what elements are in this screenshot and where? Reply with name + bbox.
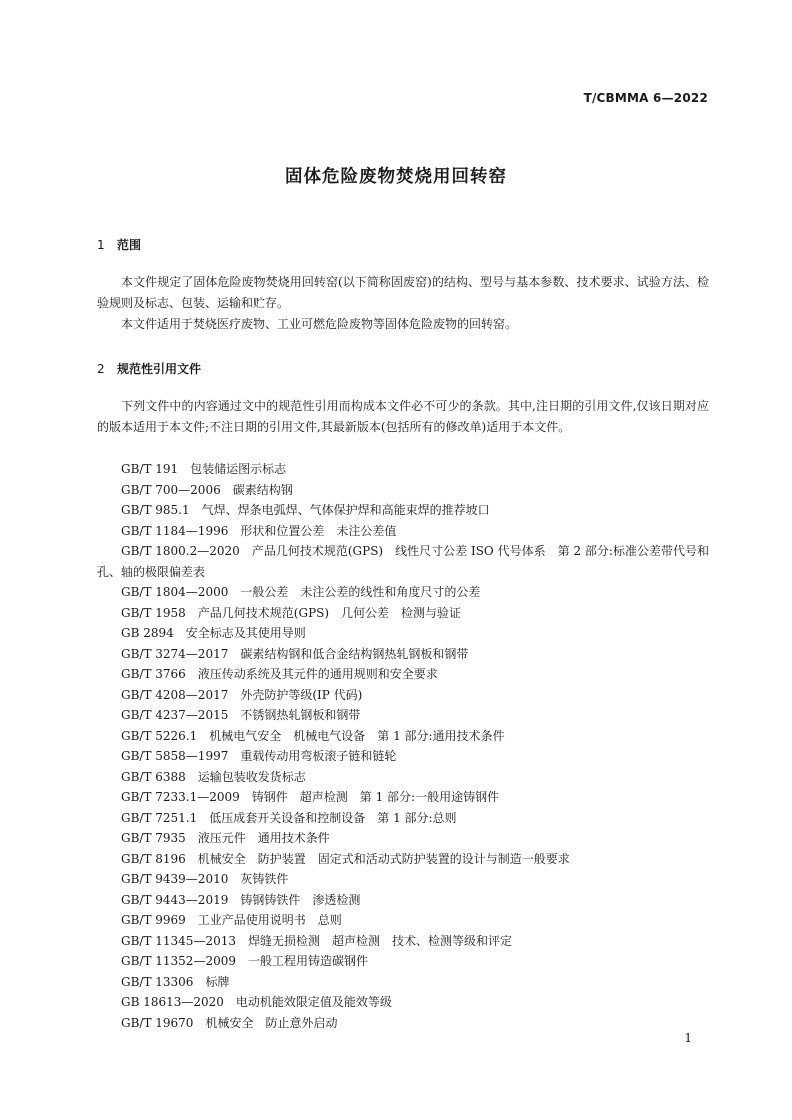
reference-item: GB/T 700—2006 碳素结构钢 — [121, 482, 293, 497]
reference-item: GB/T 13306 标牌 — [121, 974, 230, 989]
reference-item: GB/T 985.1 气焊、焊条电弧焊、气体保护焊和高能束焊的推荐坡口 — [121, 503, 490, 517]
reference-item: GB/T 3766 液压传动系统及其元件的通用规则和安全要求 — [121, 667, 438, 681]
section-1-title: 范围 — [117, 238, 142, 252]
reference-item: GB/T 8196 机械安全 防护装置 固定式和活动式防护装置的设计与制造一般要求 — [121, 851, 570, 866]
section-2-number: 2 — [97, 362, 105, 376]
reference-item: GB/T 191 包装储运图示标志 — [121, 462, 287, 476]
reference-item: GB/T 3274—2017 碳素结构钢和低合金结构钢热轧钢板和钢带 — [121, 646, 469, 661]
reference-item: GB/T 6388 运输包装收发货标志 — [121, 769, 306, 784]
document-title: 固体危险废物焚烧用回转窑 — [285, 167, 507, 187]
scope-paragraph-2 — [97, 314, 709, 335]
reference-item: GB/T 11352—2009 一般工程用铸造碳钢件 — [121, 954, 368, 968]
reference-item: GB/T 7935 液压元件 通用技术条件 — [121, 831, 330, 845]
scope-paragraph-1 — [97, 272, 709, 314]
section-1-number: 1 — [97, 238, 105, 252]
reference-item: GB 18613—2020 电动机能效限定值及能效等级 — [121, 995, 392, 1009]
reference-item: GB/T 9439—2010 灰铸铁件 — [121, 872, 289, 886]
section-2-title: 规范性引用文件 — [117, 362, 202, 376]
reference-item: GB/T 9969 工业产品使用说明书 总则 — [121, 913, 342, 927]
reference-item: GB 2894 安全标志及其使用导则 — [121, 626, 306, 640]
section-1-heading — [97, 236, 141, 253]
standard-code: T/CBMMA 6—2022 — [583, 91, 708, 105]
reference-item: GB/T 1958 产品几何技术规范(GPS) 几何公差 检测与验证 — [121, 605, 462, 620]
page-number: 1 — [684, 1031, 692, 1045]
reference-item: GB/T 1184—1996 形状和位置公差 未注公差值 — [121, 523, 397, 538]
reference-item: GB/T 4208—2017 外壳防护等级(IP 代码) — [121, 687, 363, 702]
reference-item: GB/T 1800.2—2020 产品几何技术规范(GPS) 线性尺寸公差 ISO 代号体系 第 2 部分:标准公差带代号和孔、轴的极限偏差表 — [97, 544, 709, 579]
references-intro — [97, 396, 709, 438]
scope-paragraph-2-text: 本文件适用于焚烧医疗废物、工业可燃危险废物等固体危险废物的回转窑。 — [121, 317, 518, 331]
reference-item: GB/T 7233.1—2009 铸钢件 超声检测 第 1 部分:一般用途铸钢件 — [121, 790, 500, 804]
reference-item: GB/T 5858—1997 重载传动用弯板滚子链和链轮 — [121, 749, 397, 763]
reference-item: GB/T 1804—2000 一般公差 未注公差的线性和角度尺寸的公差 — [121, 585, 481, 599]
normative-reference-list — [97, 459, 709, 1033]
section-2-heading — [97, 360, 201, 377]
reference-item: GB/T 11345—2013 焊缝无损检测 超声检测 技术、检测等级和评定 — [121, 933, 512, 948]
scope-paragraph-1-text: 本文件规定了固体危险废物焚烧用回转窑(以下简称固废窑)的结构、型号与基本参数、技术要求、试验方法、检验规则及标志、包装、运输和贮存。 — [97, 275, 709, 310]
reference-item: GB/T 19670 机械安全 防止意外启动 — [121, 1015, 338, 1030]
reference-item: GB/T 7251.1 低压成套开关设备和控制设备 第 1 部分:总则 — [121, 810, 457, 825]
references-intro-text: 下列文件中的内容通过文中的规范性引用而构成本文件必不可少的条款。其中,注日期的引用文件,仅该日期对应的版本适用于本文件;不注日期的引用文件,其最新版本(包括所有的修改单)适用于本文件。 — [97, 399, 709, 434]
reference-item: GB/T 4237—2015 不锈钢热轧钢板和钢带 — [121, 708, 361, 722]
reference-item: GB/T 5226.1 机械电气安全 机械电气设备 第 1 部分:通用技术条件 — [121, 728, 505, 743]
reference-item: GB/T 9443—2019 铸钢铸铁件 渗透检测 — [121, 892, 361, 907]
